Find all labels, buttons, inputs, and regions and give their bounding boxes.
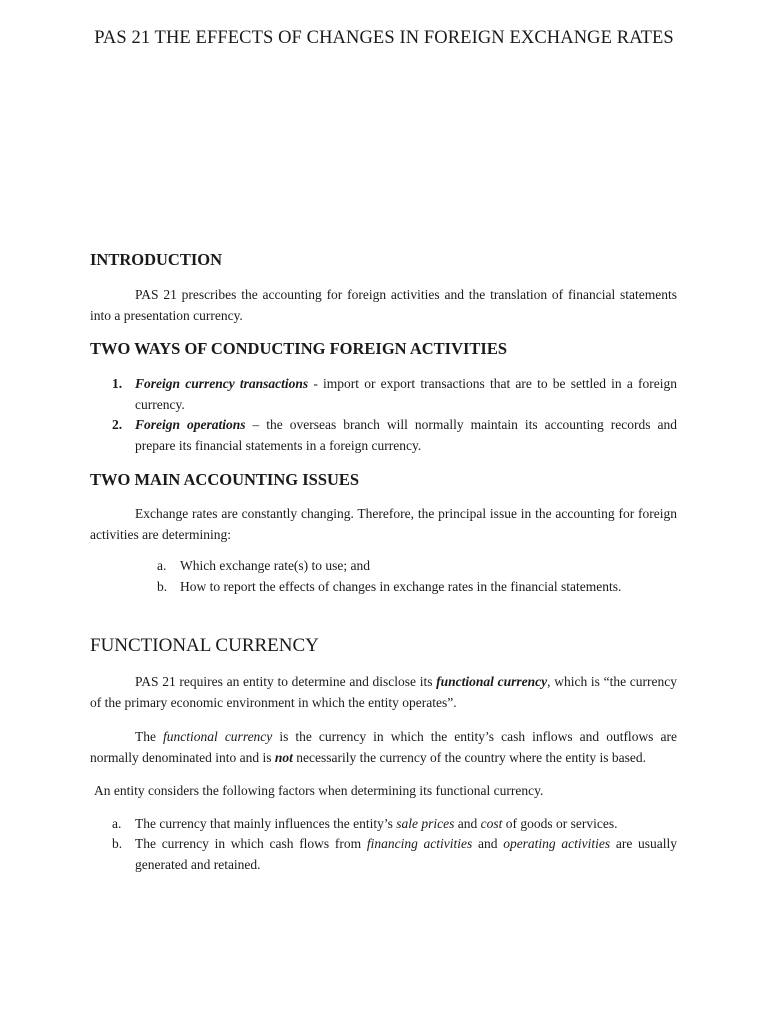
- functional-currency-factors-list: [90, 814, 677, 876]
- list-text: import or export transactions that are to be settled in a foreign currency.: [135, 376, 677, 412]
- list-term: Foreign currency transactions: [135, 376, 309, 391]
- functional-currency-paragraph-2: [90, 727, 677, 768]
- list-marker: b.: [112, 836, 123, 851]
- list-marker: 1.: [112, 376, 123, 391]
- list-text: Which exchange rate(s) to use; and: [180, 558, 371, 573]
- text-run: necessarily the currency of the country where the entity is based.: [292, 749, 646, 765]
- functional-currency-heading: FUNCTIONAL CURRENCY: [90, 635, 319, 656]
- list-item: [90, 814, 677, 835]
- accounting-issues-paragraph: Exchange rates are constantly changing. Therefore, the principal issue in the accounting for foreign activities are determining:: [90, 506, 677, 542]
- introduction-heading: INTRODUCTION: [90, 250, 223, 269]
- list-item: [90, 374, 677, 415]
- list-marker: b.: [157, 578, 168, 594]
- list-marker: 2.: [112, 417, 123, 432]
- emphasis-term: cost: [480, 815, 503, 831]
- emphasis-term: sale prices: [396, 815, 455, 831]
- list-text: How to report the effects of changes in exchange rates in the financial statements.: [180, 578, 622, 594]
- text-run: , which is “the currency of the primary economic environment in which the entity operates”.: [90, 674, 677, 710]
- text-run: and: [454, 815, 481, 831]
- text-run: PAS 21 requires an entity to determine and disclose its: [135, 674, 437, 689]
- text-run: is the currency in which the entity’s cash inflows and outflows are normally denominated into and is: [90, 729, 677, 765]
- list-item: [90, 415, 677, 456]
- list-item: [90, 556, 677, 577]
- document-body: [90, 250, 677, 875]
- emphasis-term: operating activities: [503, 836, 611, 851]
- functional-currency-paragraph-3: An entity considers the following factors when determining its functional currency.: [94, 783, 544, 798]
- accounting-issues-list: [90, 556, 677, 597]
- two-ways-list: [90, 374, 677, 456]
- list-separator: -: [308, 376, 324, 391]
- emphasis-term: financing activities: [366, 836, 473, 851]
- list-separator: –: [245, 417, 267, 432]
- emphasis-not: not: [274, 749, 293, 765]
- text-run: The currency in which cash flows from: [135, 836, 367, 851]
- text-run: are usually generated and retained.: [135, 836, 678, 872]
- emphasis-term: functional currency: [436, 674, 548, 689]
- introduction-paragraph: PAS 21 prescribes the accounting for foreign activities and the translation of financial statements into a presentation currency.: [90, 287, 677, 323]
- list-text: the overseas branch will normally maintain its accounting records and prepare its financial statements in a foreign currency.: [135, 417, 678, 453]
- list-marker: a.: [157, 558, 167, 573]
- functional-currency-paragraph-1: [90, 672, 677, 713]
- accounting-issues-heading: TWO MAIN ACCOUNTING ISSUES: [90, 470, 360, 489]
- text-run: of goods or services.: [502, 815, 618, 831]
- text-run: and: [472, 836, 504, 851]
- text-run: The currency that mainly influences the entity’s: [135, 815, 397, 831]
- list-term: Foreign operations: [135, 417, 246, 432]
- text-run: The: [135, 729, 164, 744]
- document-title: PAS 21 THE EFFECTS OF CHANGES IN FOREIGN EXCHANGE RATES: [94, 28, 674, 48]
- list-item: [90, 834, 677, 875]
- emphasis-term: functional currency: [163, 729, 273, 744]
- list-item: [90, 577, 677, 598]
- list-marker: a.: [112, 815, 122, 831]
- two-ways-heading: TWO WAYS OF CONDUCTING FOREIGN ACTIVITIES: [90, 339, 508, 358]
